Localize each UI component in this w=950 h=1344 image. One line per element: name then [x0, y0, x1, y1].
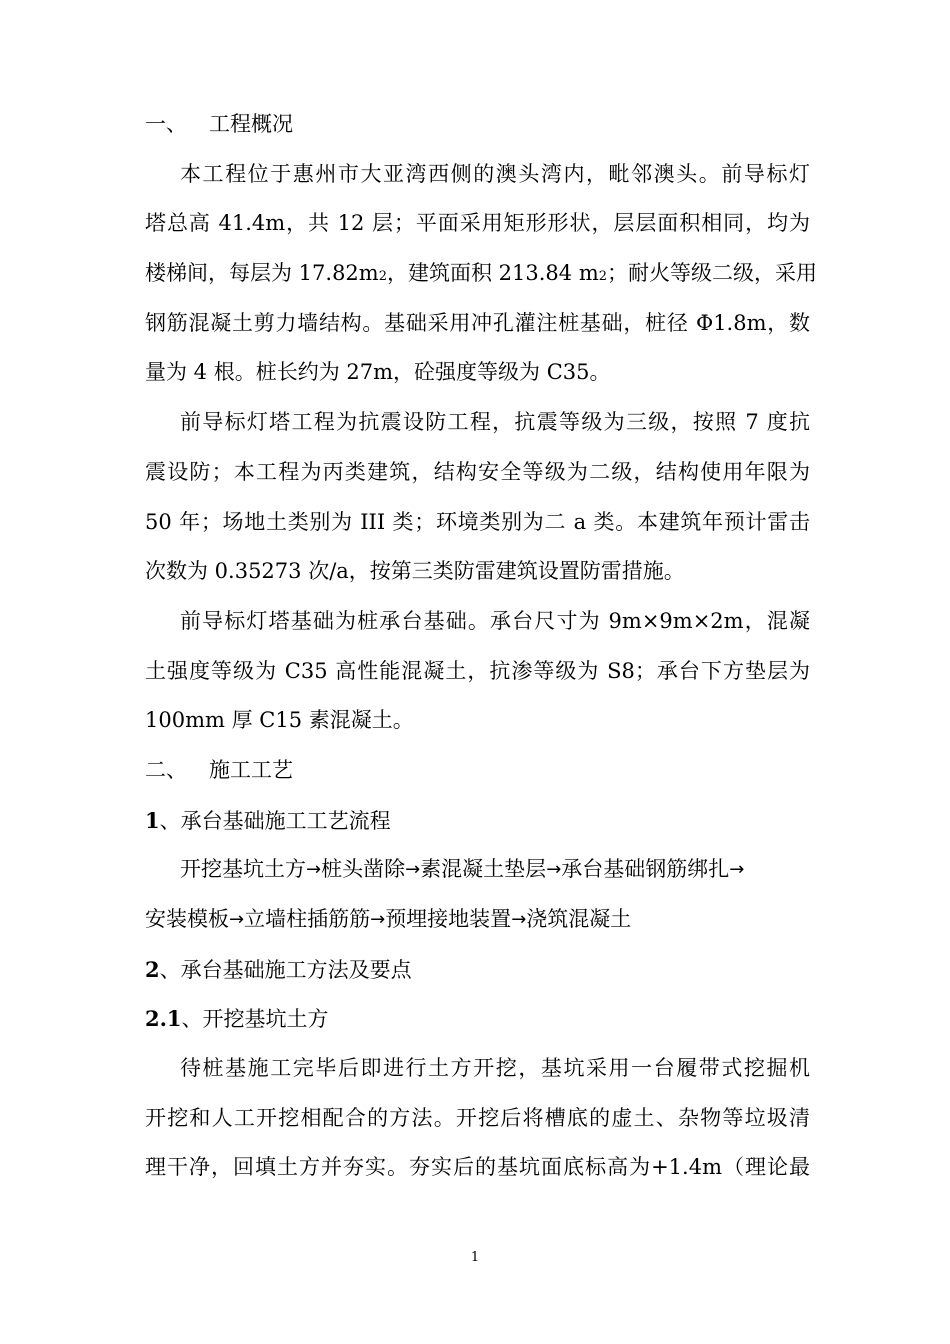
paragraph-line: 50 年；场地土类别为 III 类；环境类别为二 a 类。本建筑年预计雷击	[145, 509, 810, 534]
paragraph-line: 100mm 厚 C15 素混凝土。	[145, 708, 414, 733]
process-flow-line-1	[145, 845, 810, 895]
flow-step: 桩头凿除	[321, 857, 406, 882]
paragraph-line: 量为 4 根。桩长约为 27m，砼强度等级为 C35。	[145, 360, 611, 385]
flow-step: 安装模板	[145, 907, 229, 931]
paragraph-line: 震设防；本工程为丙类建筑，结构安全等级为二级，结构使用年限为	[145, 459, 810, 484]
paragraph-line: 开挖和人工开挖相配合的方法。开挖后将槽底的虚土、杂物等垃圾清	[145, 1105, 810, 1130]
text-span: ，建筑面积 213.84 m	[387, 261, 599, 286]
arrow-icon: →	[306, 859, 322, 881]
process-flow-line-2	[145, 895, 810, 945]
unit-superscript: 2	[598, 269, 608, 285]
subheading-number: 2	[145, 956, 160, 982]
paragraph-line: 前导标灯塔基础为桩承台基础。承台尺寸为 9m×9m×2m，混凝	[180, 608, 810, 633]
paragraph-line: 钢筋混凝土剪力墙结构。基础采用冲孔灌注桩基础，桩径 Φ1.8m，数	[145, 310, 810, 335]
paragraph-line: 前导标灯塔工程为抗震设防工程，抗震等级为三级，按照 7 度抗	[180, 410, 810, 435]
subheading-2-1	[145, 994, 810, 1044]
arrow-icon: →	[511, 909, 527, 930]
section-heading-2	[145, 746, 810, 796]
section-number: 一、	[145, 112, 187, 136]
flow-step: 立墙柱插筋筋	[244, 907, 371, 931]
paragraph-line	[145, 249, 818, 299]
unit-superscript: 2	[378, 269, 387, 285]
text-span: 楼梯间，每层为 17.82m	[145, 261, 379, 286]
document-body	[145, 100, 818, 1193]
arrow-icon: →	[370, 909, 386, 930]
page-number: 1	[470, 1250, 480, 1265]
subheading-2	[145, 945, 810, 995]
subheading-number: 2.1	[145, 1006, 182, 1032]
arrow-icon: →	[405, 859, 421, 881]
paragraph-line: 理干净，回填土方并夯实。夯实后的基坑面底标高为+1.4m（理论最	[145, 1155, 810, 1180]
flow-step: 素混凝土垫层	[420, 857, 547, 882]
section-heading-1	[145, 100, 810, 150]
subheading-title: 、开挖基坑土方	[181, 1007, 329, 1032]
flow-step: 预埋接地装置	[385, 907, 512, 931]
subheading-1	[145, 796, 810, 846]
section-number: 二、	[145, 757, 187, 782]
text-span: ；耐火等级二级，采用	[607, 261, 818, 286]
section-title: 施工工艺	[209, 757, 293, 782]
paragraph-line: 待桩基施工完毕后即进行土方开挖，基坑采用一台履带式挖掘机	[180, 1056, 810, 1081]
paragraph-line: 塔总高 41.4m，共 12 层；平面采用矩形形状，层层面积相同，均为	[145, 211, 810, 236]
paragraph-line: 土强度等级为 C35 高性能混凝土，抗渗等级为 S8；承台下方垫层为	[145, 658, 810, 683]
paragraph-line: 本工程位于惠州市大亚湾西侧的澳头湾内，毗邻澳头。前导标灯	[180, 161, 810, 186]
flow-step: 浇筑混凝土	[526, 907, 632, 931]
subheading-title: 、承台基础施工方法及要点	[159, 957, 412, 982]
arrow-icon: →	[229, 909, 245, 930]
arrow-icon: →	[729, 859, 745, 881]
subheading-number: 1	[145, 807, 160, 833]
paragraph-line: 次数为 0.35273 次/a，按第三类防雷建筑设置防雷措施。	[145, 559, 685, 584]
flow-step: 开挖基坑土方	[180, 857, 306, 882]
arrow-icon: →	[546, 859, 562, 881]
section-title: 工程概况	[209, 112, 293, 136]
subheading-title: 、承台基础施工工艺流程	[159, 808, 391, 833]
flow-step: 承台基础钢筋绑扎	[561, 857, 730, 882]
